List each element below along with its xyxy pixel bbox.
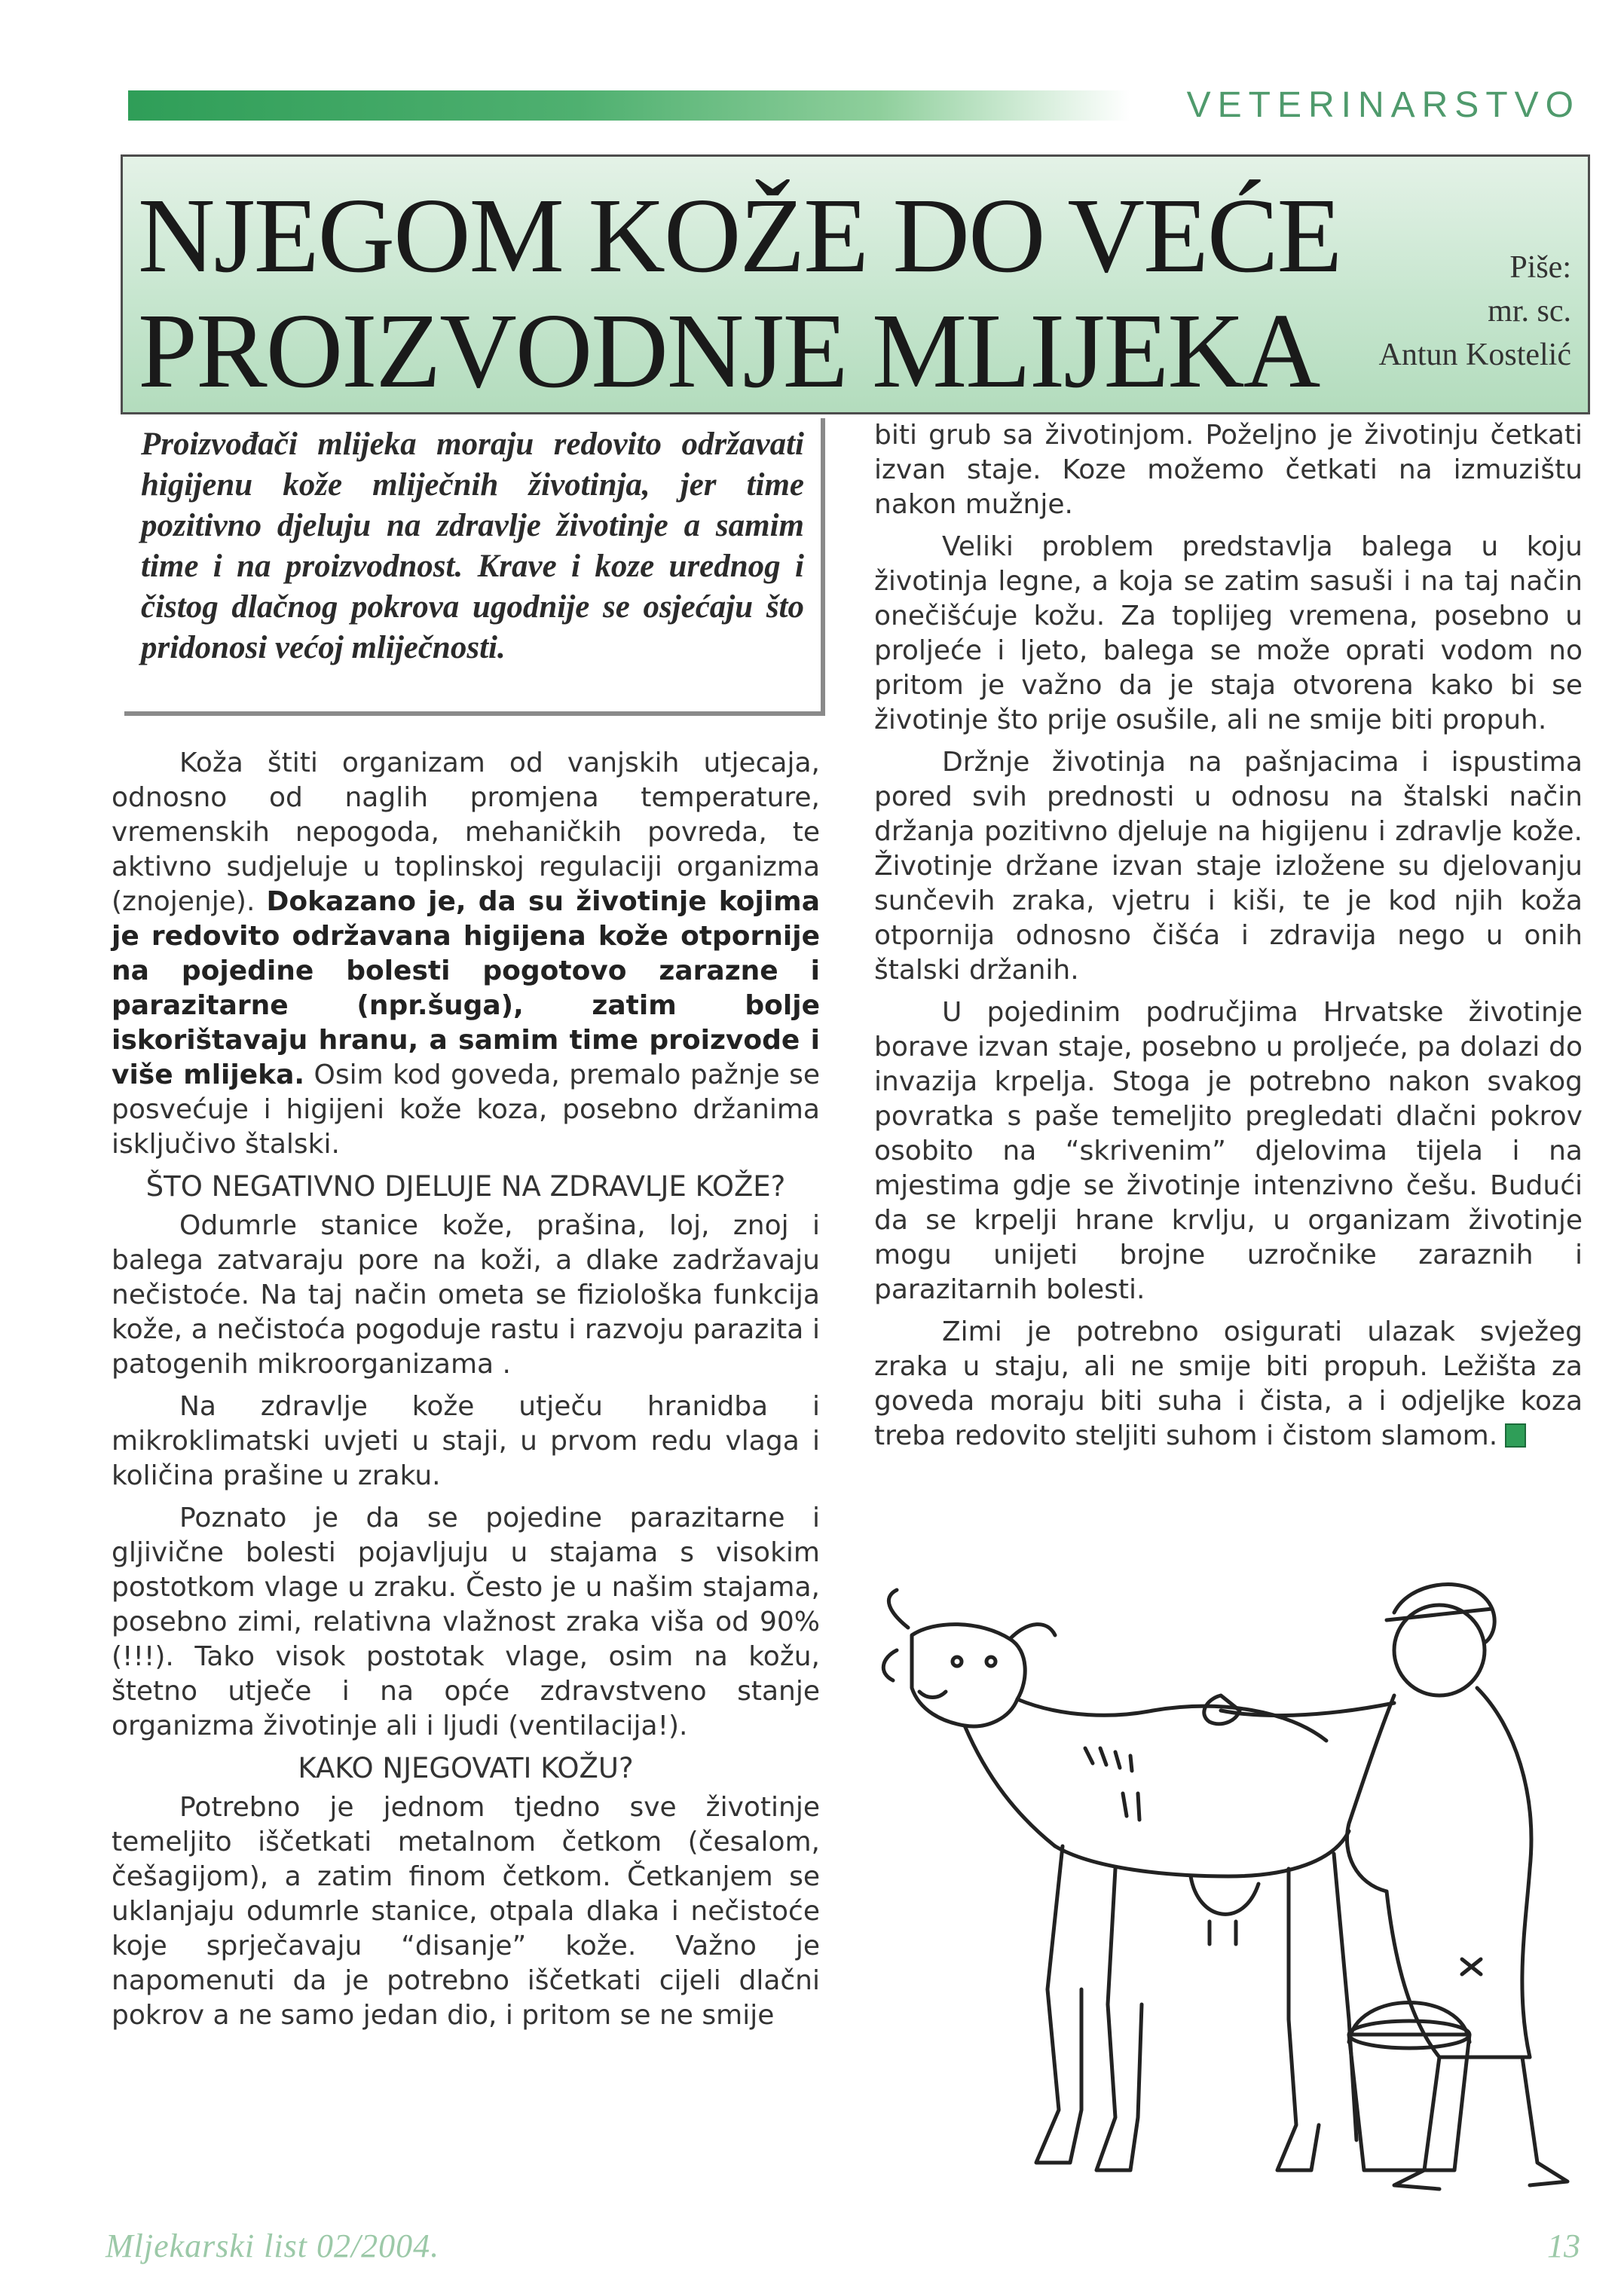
byline-author: Antun Kostelić — [1378, 338, 1571, 372]
article-end-mark-icon — [1505, 1423, 1526, 1448]
footer-publication: Mljekarski list 02/2004. — [106, 2227, 440, 2264]
paragraph-text: Koža štiti organizam od vanjskih utjecaja, odnosno od naglih promjena temperature, vremenskih nepogoda, mehaničkih povreda, te aktivno sudjeluje u toplinskoj regulaciji organizma (znojenje). — [112, 748, 820, 917]
paragraph: Odumrle stanice kože, prašina, loj, znoj i balega zatvaraju pore na koži, a dlake zadržavaju nečistoće. Na taj način ometa se fiziološka funkcija kože, a nečistoća pogoduje rastu i razvoju parazita i patogenih mikroorganizama . — [112, 1210, 820, 1380]
subheading: ŠTO NEGATIVNO DJELUJE NA ZDRAVLJE KOŽE? — [145, 1170, 786, 1203]
subheading: KAKO NJEGOVATI KOŽU? — [298, 1752, 634, 1784]
article-title-line-2: PROIZVODNJE MLIJEKA — [138, 291, 1320, 410]
byline-degree: mr. sc. — [1488, 294, 1571, 329]
paragraph: Poznato je da se pojedine parazitarne i gljivične bolesti pojavljuju u stajama s visokim postotkom vlage u zraku. Često je u našim stajama, posebno zimi, relativna vlažnost zraka viša od 90% (!!!). Tako visok postotak vlage, osim na kožu, štetno utječe i na opće zdravstveno stanje organizma životinje ali i ljudi (ventilacija!). — [112, 1503, 820, 1741]
paragraph: Potrebno je jednom tjedno sve životinje temeljito iščetkati metalnom četkom (česalom, češagijom), a zatim finom četkom. Četkanjem se uklanjaju odumrle stanice, otpala dlaka i nečistoće koje sprječavaju “disanje” kože. Važno je napomenuti da je potrebno iščetkati cijeli dlačni pokrov a ne samo jedan dio, i pritom se ne smije — [112, 1792, 820, 2031]
cow-brushing-illustration — [867, 1567, 1590, 2208]
article-title-box — [121, 154, 1590, 414]
paragraph-bold-text: Dokazano je, da su životinje kojima je redovito održavana higijena kože otpornije na pojedine bolesti pogotovo zarazne i parazitarne (npr.šuga), zatim bolje iskorištavaju hranu, a samim time proizvode i više mlijeka. — [112, 886, 820, 1090]
right-column — [874, 418, 1583, 1461]
lead-paragraph: Proizvođači mlijeka moraju redovito održavati higijenu kože mliječnih životinja, jer time pozitivno djeluju na zdravlje životinje a samim time i na proizvodnost. Krave i koze urednog i čistog dlačnog pokrova ugodnije se osjećaju što pridonosi većoj mliječnosti. — [124, 418, 825, 716]
section-color-bar — [128, 90, 1130, 121]
footer-page-number: 13 — [1547, 2227, 1580, 2264]
byline-label: Piše: — [1509, 250, 1571, 285]
section-label: VETERINARSTVO — [1186, 85, 1580, 125]
paragraph: Držnje životinja na pašnjacima i ispustima pored svih prednosti u odnosu na štalski način držanja pozitivno djeluje na higijenu i zdravlje kože. Životinje držane izvan staje izložene su djelovanju sunčevih zraka, vjetru i kiši, te je kod njih koža otpornija odnosno čišća i zdravija nego u onih štalski držanih. — [874, 747, 1583, 986]
paragraph: U pojedinim područjima Hrvatske životinje borave izvan staje, posebno u proljeće, pa dolazi do invazija krpelja. Stoga je potrebno nakon svakog povratka s paše temeljito pregledati dlačni pokrov osobito na “skrivenim” djelovima tijela i na mjestima gdje se životinje intenzivno češu. Budući da se krpelji hrane krvlju, u organizam životinje mogu unijeti brojne uzročnike zaraznih i parazitarnih bolesti. — [874, 997, 1583, 1305]
byline — [1379, 246, 1571, 377]
paragraph — [874, 1315, 1583, 1454]
paragraph-text: Zimi je potrebno osigurati ulazak svježeg zraka u staju, ali ne smije biti propuh. Ležišta za goveda moraju biti suha i čista, a i odjeljke koza treba redovito steljiti suhom i čistom slamom. — [874, 1316, 1583, 1451]
paragraph: biti grub sa životinjom. Poželjno je životinju četkati izvan staje. Koze možemo četkati na izmuzištu nakon mužnje. — [874, 420, 1583, 520]
article-title-line-1: NJEGOM KOŽE DO VEĆE — [138, 176, 1341, 295]
paragraph: Na zdravlje kože utječu hranidba i mikroklimatski uvjeti u staji, u prvom redu vlaga i količina prašine u zraku. — [112, 1391, 820, 1491]
paragraph — [112, 746, 820, 1162]
paragraph: Veliki problem predstavlja balega u koju životinja legne, a koja se zatim sasuši i na taj način onečišćuje kožu. Za toplijeg vremena, posebno u proljeće i ljeto, balega se može oprati vodom no pritom je važno da je staja otvorena kako bi se životinje što prije osušile, ali ne smije biti propuh. — [874, 531, 1583, 735]
paragraph-text: Osim kod goveda, premalo pažnje se posvećuje i higijeni kože koza, posebno držanima isključivo štalski. — [112, 1059, 821, 1160]
left-column — [112, 746, 820, 2041]
